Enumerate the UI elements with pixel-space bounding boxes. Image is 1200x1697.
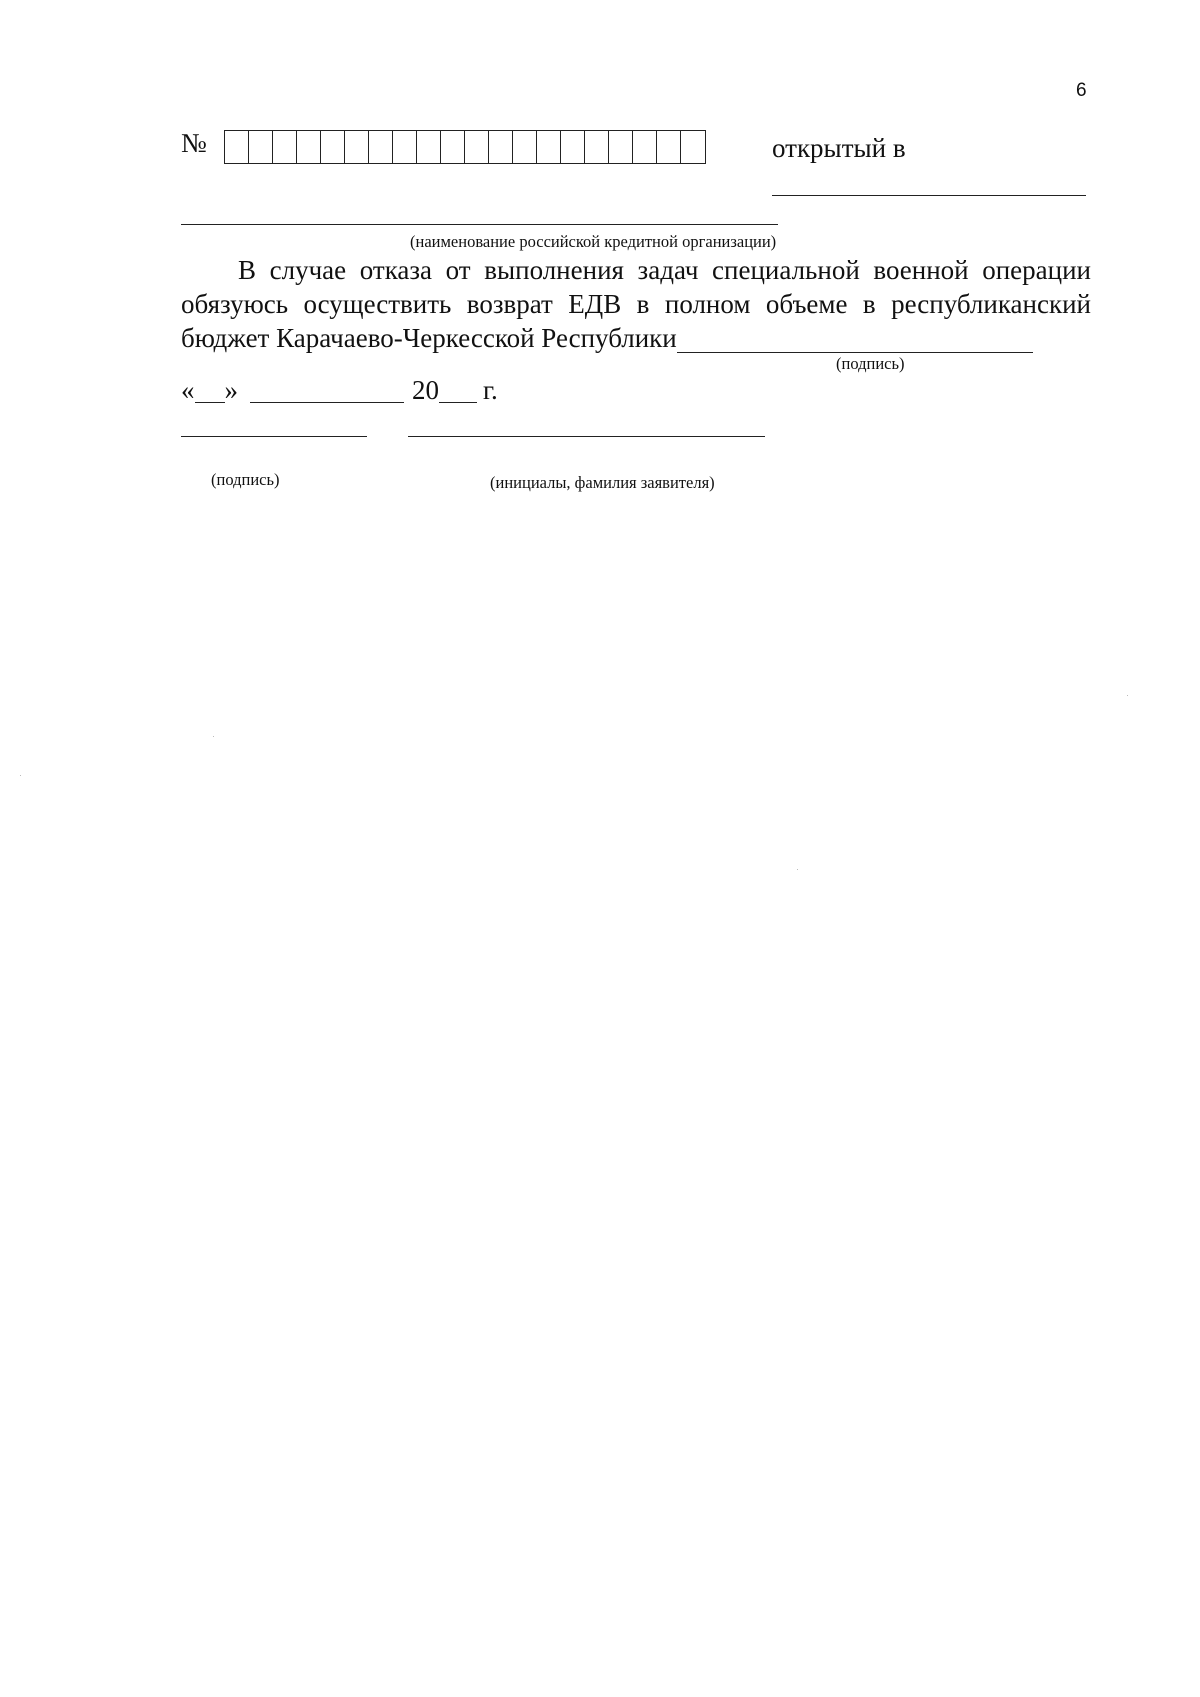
date-close-quote: »	[224, 375, 238, 405]
account-digit-box[interactable]	[297, 131, 321, 163]
signature-caption: (подпись)	[211, 470, 280, 489]
account-digit-box[interactable]	[417, 131, 441, 163]
account-digit-box[interactable]	[273, 131, 297, 163]
inline-signature-caption: (подпись)	[836, 354, 905, 373]
account-digit-box[interactable]	[321, 131, 345, 163]
bank-name-field-line[interactable]	[181, 224, 778, 225]
date-century: 20	[412, 375, 439, 405]
account-digit-box[interactable]	[585, 131, 609, 163]
date-open-quote: «	[181, 375, 195, 405]
account-number-sign: №	[181, 128, 207, 158]
applicant-name-caption: (инициалы, фамилия заявителя)	[490, 473, 715, 492]
scan-speck	[797, 869, 798, 870]
scan-speck	[213, 736, 214, 737]
refund-obligation-paragraph	[181, 253, 1091, 355]
date-month-field-line[interactable]	[250, 401, 404, 403]
account-digit-box[interactable]	[537, 131, 561, 163]
inline-signature-field-line[interactable]	[677, 351, 1033, 353]
opened-in-label: открытый в	[772, 133, 906, 163]
date-row	[181, 375, 498, 406]
account-digit-box[interactable]	[249, 131, 273, 163]
account-digit-box[interactable]	[393, 131, 417, 163]
account-digit-box[interactable]	[681, 131, 705, 163]
paragraph-line-2: обязуюсь осуществить возврат ЕДВ в полном объеме в республиканский	[181, 289, 1091, 319]
account-digit-box[interactable]	[369, 131, 393, 163]
account-number-boxes[interactable]	[224, 130, 706, 164]
date-year-field-line[interactable]	[439, 401, 477, 403]
account-digit-box[interactable]	[465, 131, 489, 163]
page-number: 6	[1076, 80, 1087, 101]
account-digit-box[interactable]	[657, 131, 681, 163]
paragraph-line-1: В случае отказа от выполнения задач специальной военной операции	[238, 255, 1091, 285]
paragraph-line-3	[181, 321, 1091, 355]
account-digit-box[interactable]	[633, 131, 657, 163]
account-digit-box[interactable]	[561, 131, 585, 163]
account-digit-box[interactable]	[345, 131, 369, 163]
account-digit-box[interactable]	[513, 131, 537, 163]
paragraph-line-3-text: бюджет Карачаево-Черкесской Республики	[181, 323, 677, 353]
scan-speck	[1127, 695, 1128, 696]
signature-field-line[interactable]	[181, 436, 367, 437]
account-digit-box[interactable]	[441, 131, 465, 163]
scan-speck	[20, 775, 21, 776]
applicant-name-field-line[interactable]	[408, 436, 765, 437]
opened-in-field-line[interactable]	[772, 195, 1086, 196]
account-digit-box[interactable]	[489, 131, 513, 163]
date-day-field-line[interactable]	[195, 401, 225, 403]
account-digit-box[interactable]	[609, 131, 633, 163]
bank-name-caption: (наименование российской кредитной организации)	[410, 232, 777, 251]
date-year-suffix: г.	[483, 375, 498, 405]
account-digit-box[interactable]	[225, 131, 249, 163]
